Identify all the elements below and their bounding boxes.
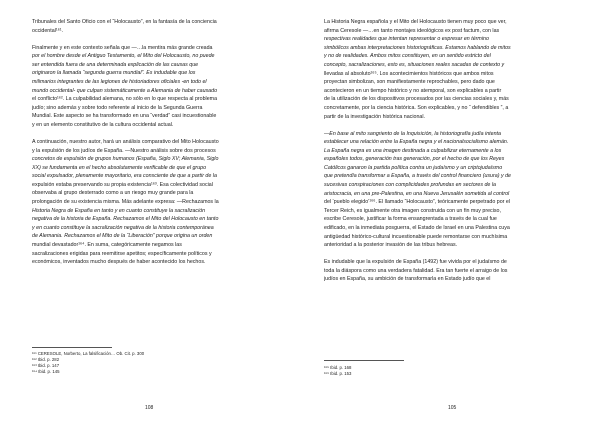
text-line: judío; sino además y sobre todo referente al inicio de la Segunda Guerra [32, 104, 203, 111]
text-line: mundo occidental- que culpan sistemáticamente a Alemania de haber causado [32, 87, 218, 94]
text-line: concretos de expulsión de grupos humanos (España, Siglo XV; Alemania, Siglo [32, 156, 219, 163]
text-line: y no de realidades. Ambos mitos constituyen, en un sentido estricto del [324, 53, 491, 60]
footnote: ¹⁶⁶ Ibid. p. 153 [324, 371, 352, 376]
paragraph [32, 44, 277, 130]
text-line: establecer una relación entre la España negra y el nacionalsocialismo alemán. [324, 139, 509, 146]
text-line: occidental¹⁶¹. [32, 27, 64, 34]
text-line: aristocracia, en una pre-Palestina, en una Nueva Jerusalén sometida al control [324, 190, 510, 197]
text-line: y en un elemento constitutivo de la cultura occidental actual. [32, 121, 174, 128]
text-line: A continuación, nuestro autor, hará un análisis comparativo del Mito Holocausto [32, 138, 219, 145]
text-line: y en cuanto constituye la sacralización negativa de la historia contemporánea [32, 224, 214, 231]
text-line: prolongación de su existencia misma. Más adelante expresa: —Rechazamos la [32, 199, 219, 206]
footnote: ¹⁶⁴ Ibid. p. 145 [32, 369, 60, 374]
text-line: XX) se fundamenta en el hecho absolutamente verificable de que el grupo [32, 164, 207, 171]
footnote-divider [324, 360, 404, 361]
page-number: 105 [448, 405, 457, 411]
footnote-divider [32, 347, 112, 348]
text-line: españoles todos, generación tras generación, por el hecho de que los Reyes [324, 156, 505, 163]
text-line: escribe Ceresole, justificar la forma ensangrentada a través de la cual fue [324, 216, 497, 223]
text-line: que pretendía transformar a España, a través del control financiero (usura) y de [324, 173, 511, 180]
text-line: concretamente, por la ciencia histórica. Son explicables, y no “ defendibles ”, a [324, 104, 509, 111]
text-line: milimarios integrantes de las legiones de historiadores oficiales -en todo el [32, 78, 207, 85]
page-number: 108 [145, 405, 154, 411]
text-line: simbólicos ambas interpretaciones historiográficas. Estamos hablando de mitos [324, 44, 511, 51]
footnote: ¹⁶⁵ Ibid. p. 168 [324, 365, 352, 370]
text-line: social expulsador, plenamente mayoritario, era consciente de que a partir de la [32, 173, 217, 180]
text-line: respectivas realidades que intentan representar o expresar en término [324, 36, 489, 43]
text-line: ser entendida fuera de una determinada explicación de las causas que [32, 61, 199, 68]
paragraph [32, 18, 277, 35]
text-line: concepto, sacralizaciones, esto es, situaciones reales sacadas de contexto y [324, 61, 505, 68]
text-line: partir de la investigación histórica nacional. [324, 113, 425, 120]
text-line: Tribunales del Santo Oficio con el “Holocausto”, en la fantasía de la conciencia [32, 19, 217, 25]
text-line: Finalmente y en este contexto señala que —…la mentira más grande creada [32, 44, 213, 51]
paragraph [32, 138, 277, 267]
text-line: Mundial. Este aspecto se ha transformado en una “verdad” casi incuestionable [32, 113, 217, 120]
paragraph [324, 18, 569, 121]
text-line: judíos en España, su ambición de transformarla en Estado judío que el [324, 276, 491, 283]
text-line: toda la diáspora como una verdadera fatalidad. Era tan fuerte el arraigo de los [324, 267, 508, 274]
text-line: afirma Ceresole —…en tanto montajes ideológicos ex post factum, con las [324, 27, 500, 34]
paragraph [324, 130, 569, 250]
text-line: acontecieron en un tiempo histórico y no atemporal, son explicables a partir [324, 87, 502, 94]
text-line: mundial devastador¹⁶⁴. En suma, categóricamente negamos las [32, 242, 182, 249]
text-line: La España negra es una imagen destinada a culpabilizar eternamente a los [324, 147, 502, 154]
text-line: por el hombre desde el Antiguo Testamento, el Mito del Holocausto, no puede [32, 53, 215, 60]
text-line: antigüedad histórico-cultural incuestionable puede remontarse con muchísima [324, 233, 508, 240]
text-line: y la expulsión de los judíos de España. —Nuestro análisis sobre dos procesos [32, 147, 216, 154]
text-line: del ‘pueblo elegido’¹⁶⁶. El llamado “Holocausto”, teóricamente perpetrado por el [324, 199, 511, 206]
text-line: Es indudable que la expulsión de España (1492) fue vivida por el judaísmo de [324, 259, 507, 266]
text-line: La Historia Negra española y el Mito del Holocausto tienen muy poco que ver, [324, 19, 507, 25]
text-line: negativa de la historia de España. Rechazamos el Mito del Holocausto en tanto [32, 216, 219, 223]
text-line: anterioridad a la posterior invasión de las tribus hebreas. [324, 242, 458, 249]
text-line: observaba al grupo desterrado como a un riesgo muy grande para la [32, 190, 194, 197]
footnote: ¹⁶¹ CERESOLE, Norberto, La falsificación… Ob. Cit. p. 300 [32, 351, 145, 356]
text-line: económicos, inventados mucho después de haber acontecido los hechos. [32, 259, 206, 266]
text-line: Católicos ganaron la partida política contra un judaísmo y un criptojudaísmo [324, 164, 503, 171]
right-page-text [324, 18, 569, 292]
text-line: el conflicto¹⁶². La culpabilidad alemana, no sólo en lo que respecta al problema [32, 96, 218, 103]
text-line: edificado, en la inmediata posguerra, el Estado de Israel en una Palestina cuya [324, 225, 510, 232]
text-line: de la utilización de los dispositivos procesados por las ciencias sociales y, más [324, 96, 509, 103]
footnote: ¹⁶³ Ibid. p. 147 [32, 363, 60, 368]
text-line: de Alemania. Rechazamos el Mito de la “Liberación” porque origina un orden [32, 233, 213, 240]
text-line: —En base al mito sangriento de la Inquisición, la historiografía judía intenta [324, 130, 501, 137]
text-line: llevadas al absoluto¹⁶⁵. Los acontecimientos históricos que ambos mitos [324, 70, 494, 77]
text-line: sacralizaciones erigidas para reemitirse apetitos; específicamente políticos y [32, 250, 212, 257]
text-line: Historia Negra de España en tanto y en cuanto constituye la sacralización [32, 207, 206, 214]
text-line: originaron la llamada “segunda guerra mundial”. Es indudable que los [32, 70, 196, 77]
footnote: ¹⁶² Ibid. p. 282 [32, 357, 60, 362]
text-line: proyectan simbolizan, son manifiestamente reprochables, pero dado que [324, 79, 495, 86]
text-line: Tercer Reich, es igualmente otra imagen construida con un fin muy preciso, [324, 207, 501, 214]
left-page-text [32, 18, 277, 275]
paragraph [324, 258, 569, 284]
text-line: sucesivas conspiraciones con complicidades profundas en sectores de la [324, 182, 496, 189]
text-line: expulsión estaba preservando su propia existencia¹⁶³. Esa colectividad social [32, 181, 213, 188]
